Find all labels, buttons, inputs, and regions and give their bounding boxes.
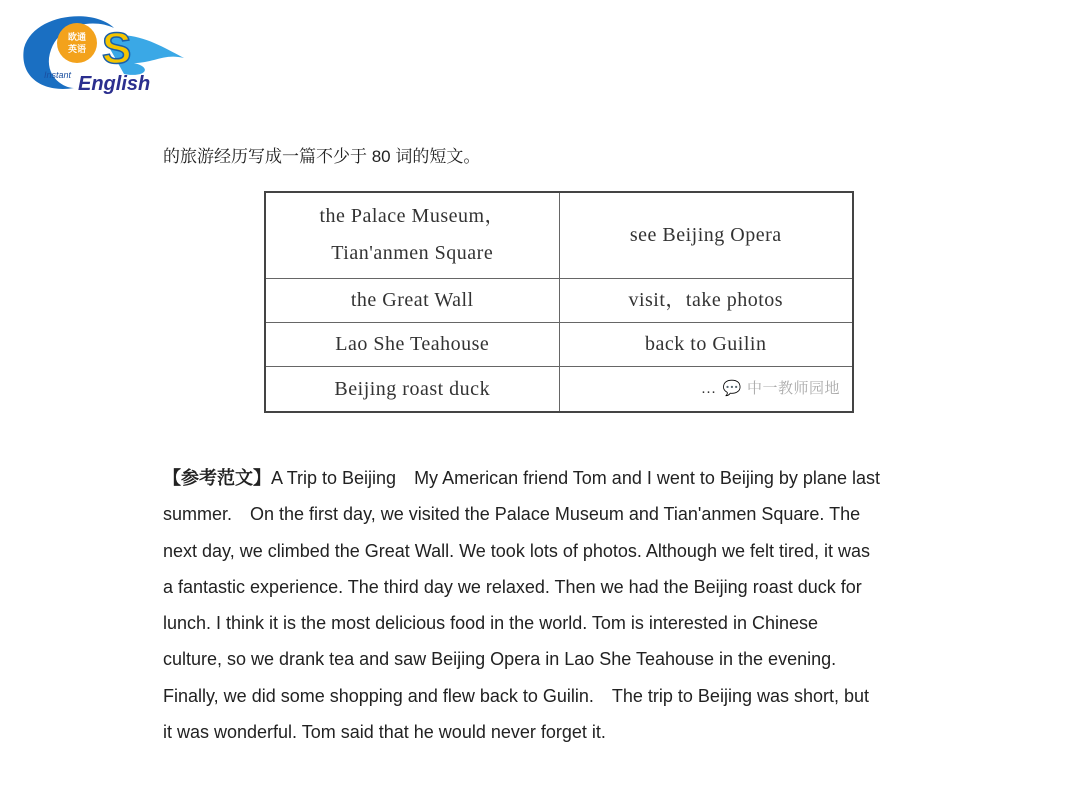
essay-heading: 【参考范文】 (163, 468, 271, 488)
watermark-text: 中一教师园地 (746, 379, 840, 398)
table-cell: back to Guilin (559, 323, 853, 367)
essay-text: A Trip to Beijing My American friend Tom and I went to Beijing by plane last (271, 468, 880, 488)
table-row (265, 278, 853, 322)
table-cell (265, 192, 559, 278)
travel-info-table (264, 191, 854, 413)
essay-line: culture, so we drank tea and saw Beijing Opera in Lao She Teahouse in the evening. (163, 649, 837, 670)
essay-line: next day, we climbed the Great Wall. We took lots of photos. Although we felt tired, it was (163, 540, 871, 561)
essay-line: a fantastic experience. The third day we relaxed. Then we had the Beijing roast duck for (163, 576, 862, 597)
table-cell: Beijing roast duck (265, 367, 559, 412)
essay-line: lunch. I think it is the most delicious food in the world. Tom is interested in Chinese (163, 613, 818, 634)
cell-text: the Palace Museum， Tian'anmen Square (319, 205, 506, 265)
wechat-icon: 💬 (722, 379, 742, 398)
essay-line: it was wonderful. Tom said that he would never forget it. (163, 722, 606, 743)
table-row (265, 192, 853, 278)
essay-line (163, 460, 923, 496)
svg-text:英语: 英语 (67, 44, 87, 54)
intro-text: 的旅游经历写成一篇不少于 80 词的短文。 (163, 147, 481, 166)
svg-text:欧通: 欧通 (67, 32, 87, 42)
essay-line: Finally, we did some shopping and flew back to Guilin. The trip to Beijing was short, but (163, 685, 870, 706)
watermark (701, 370, 840, 408)
table-row (265, 323, 853, 367)
svg-text:Instant: Instant (44, 70, 72, 80)
instant-english-logo (14, 8, 189, 98)
table-cell: visit，take photos (559, 278, 853, 322)
essay-line: summer. On the first day, we visited the Palace Museum and Tian'anmen Square. The (163, 504, 861, 525)
model-essay (163, 460, 923, 750)
table-cell (559, 367, 853, 412)
table-row (265, 367, 853, 412)
ellipsis: … (701, 381, 717, 398)
svg-text:S: S (102, 24, 132, 73)
svg-text:English: English (78, 73, 151, 95)
table-cell: see Beijing Opera (559, 192, 853, 278)
table-cell: the Great Wall (265, 278, 559, 322)
table-cell: Lao She Teahouse (265, 323, 559, 367)
